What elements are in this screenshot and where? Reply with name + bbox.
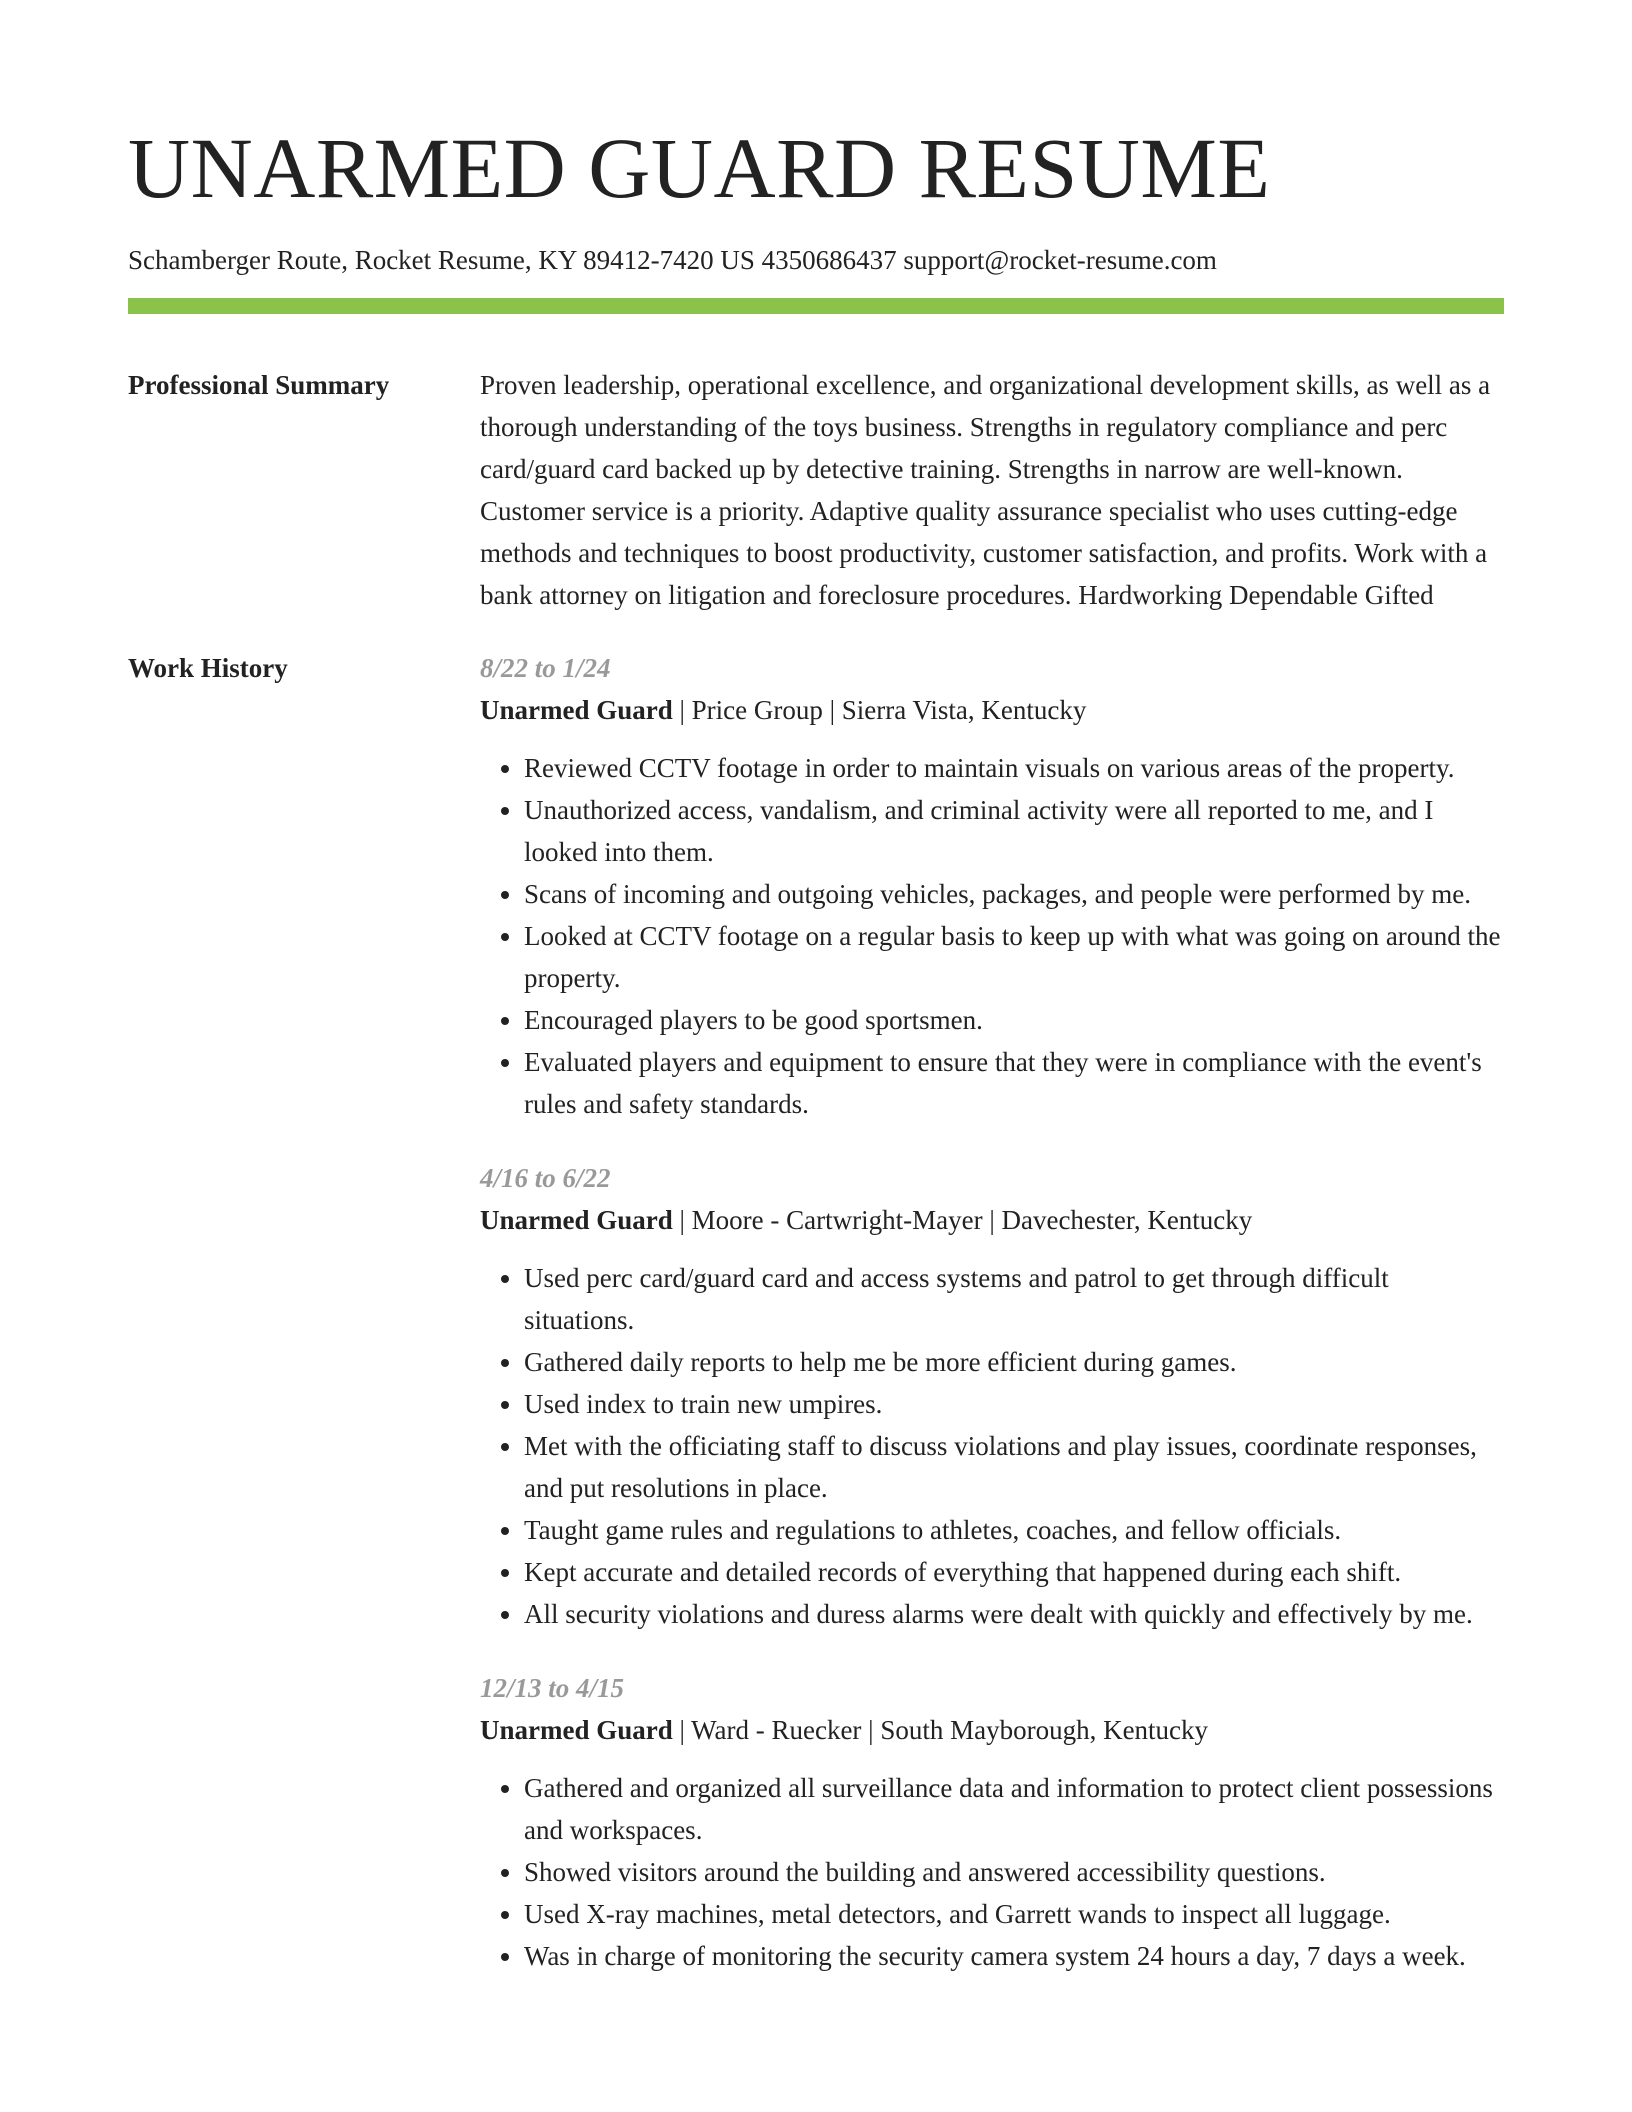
job-duty-item: • Taught game rules and regulations to athletes, coaches, and fellow officials. — [524, 1509, 1504, 1551]
job-duty-item: • Used index to train new umpires. — [524, 1383, 1504, 1425]
job-duty-item: • All security violations and duress alarms were dealt with quickly and effectively by me. — [524, 1593, 1504, 1635]
job-duty-item: • Gathered daily reports to help me be more efficient during games. — [524, 1341, 1504, 1383]
job-employer-location: | Ward - Ruecker | South Mayborough, Kentucky — [672, 1715, 1209, 1745]
job-duty-item: • Reviewed CCTV footage in order to maintain visuals on various areas of the property. — [524, 747, 1504, 789]
job-dates: 8/22 to 1/24 — [480, 653, 611, 683]
job-employer-location: | Moore - Cartwright-Mayer | Davechester, Kentucky — [672, 1205, 1253, 1235]
job-title-line — [480, 1709, 1504, 1751]
job-dates: 4/16 to 6/22 — [480, 1163, 611, 1193]
job-title: Unarmed Guard — [480, 1715, 673, 1745]
job-duties-list — [480, 1257, 1504, 1635]
section-label-work-history: Work History — [128, 653, 288, 683]
job-dates: 12/13 to 4/15 — [480, 1673, 625, 1703]
resume-title: UNARMED GUARD RESUME — [128, 120, 1271, 216]
job-duty-item: • Gathered and organized all surveillance data and information to protect client possessions and workspaces. — [524, 1767, 1504, 1851]
job-duty-item: • Scans of incoming and outgoing vehicles, packages, and people were performed by me. — [524, 873, 1504, 915]
job-title-line — [480, 1199, 1504, 1241]
job-duty-item: • Used perc card/guard card and access systems and patrol to get through difficult situations. — [524, 1257, 1504, 1341]
job-duty-item: • Met with the officiating staff to discuss violations and play issues, coordinate responses, and put resolutions in place. — [524, 1425, 1504, 1509]
job-title: Unarmed Guard — [480, 1205, 673, 1235]
job-duty-item: • Evaluated players and equipment to ensure that they were in compliance with the event's rules and safety standards. — [524, 1041, 1504, 1125]
work-history-section — [128, 647, 1504, 2009]
job-title-line — [480, 689, 1504, 731]
job-entry — [480, 1667, 1504, 1977]
job-duty-item: • Encouraged players to be good sportsmen. — [524, 999, 1504, 1041]
resume-page — [128, 0, 1504, 2009]
job-title: Unarmed Guard — [480, 695, 673, 725]
work-history-list — [480, 647, 1504, 2009]
job-duty-item: • Unauthorized access, vandalism, and criminal activity were all reported to me, and I looked into them. — [524, 789, 1504, 873]
job-entry — [480, 1157, 1504, 1635]
job-duty-item: • Was in charge of monitoring the security camera system 24 hours a day, 7 days a week. — [524, 1935, 1504, 1977]
section-label-summary: Professional Summary — [128, 370, 390, 400]
job-duty-item: • Kept accurate and detailed records of everything that happened during each shift. — [524, 1551, 1504, 1593]
professional-summary-section — [128, 364, 1504, 616]
job-duty-item: • Used X-ray machines, metal detectors, and Garrett wands to inspect all luggage. — [524, 1893, 1504, 1935]
job-duties-list — [480, 1767, 1504, 1977]
contact-line: Schamberger Route, Rocket Resume, KY 89412-7420 US 4350686437 support@rocket-resume.com — [128, 245, 1217, 275]
job-entry — [480, 647, 1504, 1125]
summary-text: Proven leadership, operational excellence, and organizational development skills, as well as a thorough understanding of the toys business. Strengths in regulatory compliance and perc card/guard card backed up by detective training. Strengths in narrow are well-known. Customer service is a priority. Adaptive quality assurance specialist who uses cutting-edge methods and techniques to boost productivity, customer satisfaction, and profits. Work with a bank attorney on litigation and foreclosure procedures. Hardworking Dependable Gifted — [480, 370, 1491, 610]
job-duty-item: • Showed visitors around the building and answered accessibility questions. — [524, 1851, 1504, 1893]
job-duties-list — [480, 747, 1504, 1125]
accent-divider — [128, 298, 1504, 314]
job-duty-item: • Looked at CCTV footage on a regular basis to keep up with what was going on around the property. — [524, 915, 1504, 999]
job-employer-location: | Price Group | Sierra Vista, Kentucky — [672, 695, 1087, 725]
